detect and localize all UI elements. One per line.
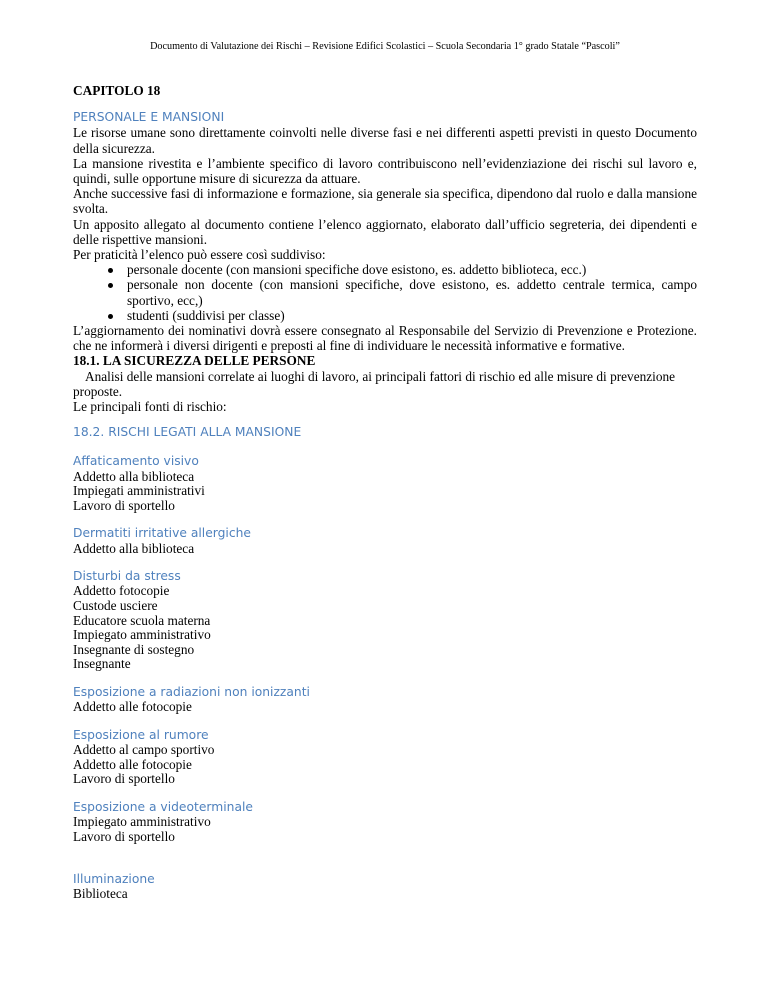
risk-group	[73, 685, 697, 715]
list-item	[127, 262, 697, 277]
risk-group	[73, 872, 697, 902]
risk-item: Lavoro di sportello	[73, 497, 175, 513]
bullet-icon	[108, 283, 113, 288]
paragraph: L’aggiornamento dei nominativi dovrà essere consegnato al Responsabile del Servizio di Prevenzione e Protezione. che ne informerà i diversi dirigenti e preposti al fine di individuare le necessità informative e formative.	[73, 323, 697, 354]
risk-item: Biblioteca	[73, 886, 128, 902]
staff-category-list	[73, 262, 697, 323]
list-item-text: studenti (suddivisi per classe)	[127, 307, 285, 323]
risk-group	[73, 800, 697, 844]
paragraph: Un apposito allegato al documento contiene l’elenco aggiornato, elaborato dall’ufficio segreteria, dei dipendenti e delle rispettive mansioni.	[73, 216, 697, 247]
risk-title: Esposizione a radiazioni non ionizzanti	[73, 685, 310, 700]
document-body	[73, 83, 697, 915]
chapter-title: CAPITOLO 18	[73, 83, 161, 98]
risk-group	[73, 526, 697, 556]
risk-item: Lavoro di sportello	[73, 771, 175, 787]
risk-item: Addetto alle fotocopie	[73, 699, 192, 715]
risk-item: Insegnante	[73, 656, 131, 672]
paragraph: La mansione rivestita e l’ambiente specifico di lavoro contribuiscono nell’evidenziazione dei rischi sul lavoro e, quindi, sulle opportune misure di sicurezza da attuare.	[73, 155, 697, 187]
document-page	[73, 0, 697, 994]
paragraph: Le principali fonti di rischio:	[73, 399, 227, 415]
risk-title: Illuminazione	[73, 872, 155, 887]
risk-item: Impiegati amministrativi	[73, 483, 205, 499]
running-header: Documento di Valutazione dei Rischi – Revisione Edifici Scolastici – Scuola Secondaria 1° grado Statale “Pascoli”	[150, 41, 620, 52]
subsection-title: 18.1. LA SICUREZZA DELLE PERSONE	[73, 353, 316, 369]
paragraph: Le risorse umane sono direttamente coinvolti nelle diverse fasi e nei differenti aspetti previsti in questo Documento della sicurezza.	[73, 125, 697, 156]
risk-group	[73, 454, 697, 513]
risk-item: Addetto alla biblioteca	[73, 468, 195, 484]
risk-group	[73, 728, 697, 787]
risk-item: Educatore scuola materna	[73, 612, 211, 628]
risk-title: Esposizione al rumore	[73, 727, 209, 742]
risk-title: Dermatiti irritative allergiche	[73, 526, 251, 541]
list-item	[127, 277, 697, 307]
risk-title: Disturbi da stress	[73, 569, 181, 584]
paragraph: Analisi delle mansioni correlate ai luoghi di lavoro, ai principali fattori di rischio ed alle misure di prevenzione proposte.	[73, 368, 676, 399]
risk-item: Addetto alla biblioteca	[73, 540, 195, 556]
list-item-text: personale docente (con mansioni specifiche dove esistono, es. addetto biblioteca, ecc.)	[127, 262, 587, 278]
risk-item: Impiegato amministrativo	[73, 627, 211, 643]
subsection-title: 18.2. RISCHI LEGATI ALLA MANSIONE	[73, 425, 302, 440]
risk-item: Lavoro di sportello	[73, 828, 175, 844]
section-title: PERSONALE E MANSIONI	[73, 110, 225, 125]
paragraph: Per praticità l’elenco può essere così suddiviso:	[73, 247, 326, 263]
risk-item: Custode usciere	[73, 598, 158, 614]
bullet-icon	[108, 314, 113, 319]
paragraph: Anche successive fasi di informazione e formazione, sia generale sia specifica, dipendono dal ruolo e dalla mansione svolta.	[73, 186, 697, 217]
list-item-text: personale non docente (con mansioni specifiche, dove esistono, es. addetto centrale termica, campo sportivo, ecc,)	[127, 277, 697, 308]
risk-item: Impiegato amministrativo	[73, 814, 211, 829]
risk-title: Affaticamento visivo	[73, 454, 199, 469]
bullet-icon	[108, 268, 113, 273]
risk-group	[73, 569, 697, 672]
risk-item: Addetto al campo sportivo	[73, 742, 215, 758]
risk-item: Addetto alle fotocopie	[73, 756, 192, 772]
risk-item: Addetto fotocopie	[73, 583, 170, 599]
risk-item: Insegnante di sostegno	[73, 641, 195, 657]
risk-title: Esposizione a videoterminale	[73, 799, 253, 814]
list-item	[127, 308, 697, 323]
